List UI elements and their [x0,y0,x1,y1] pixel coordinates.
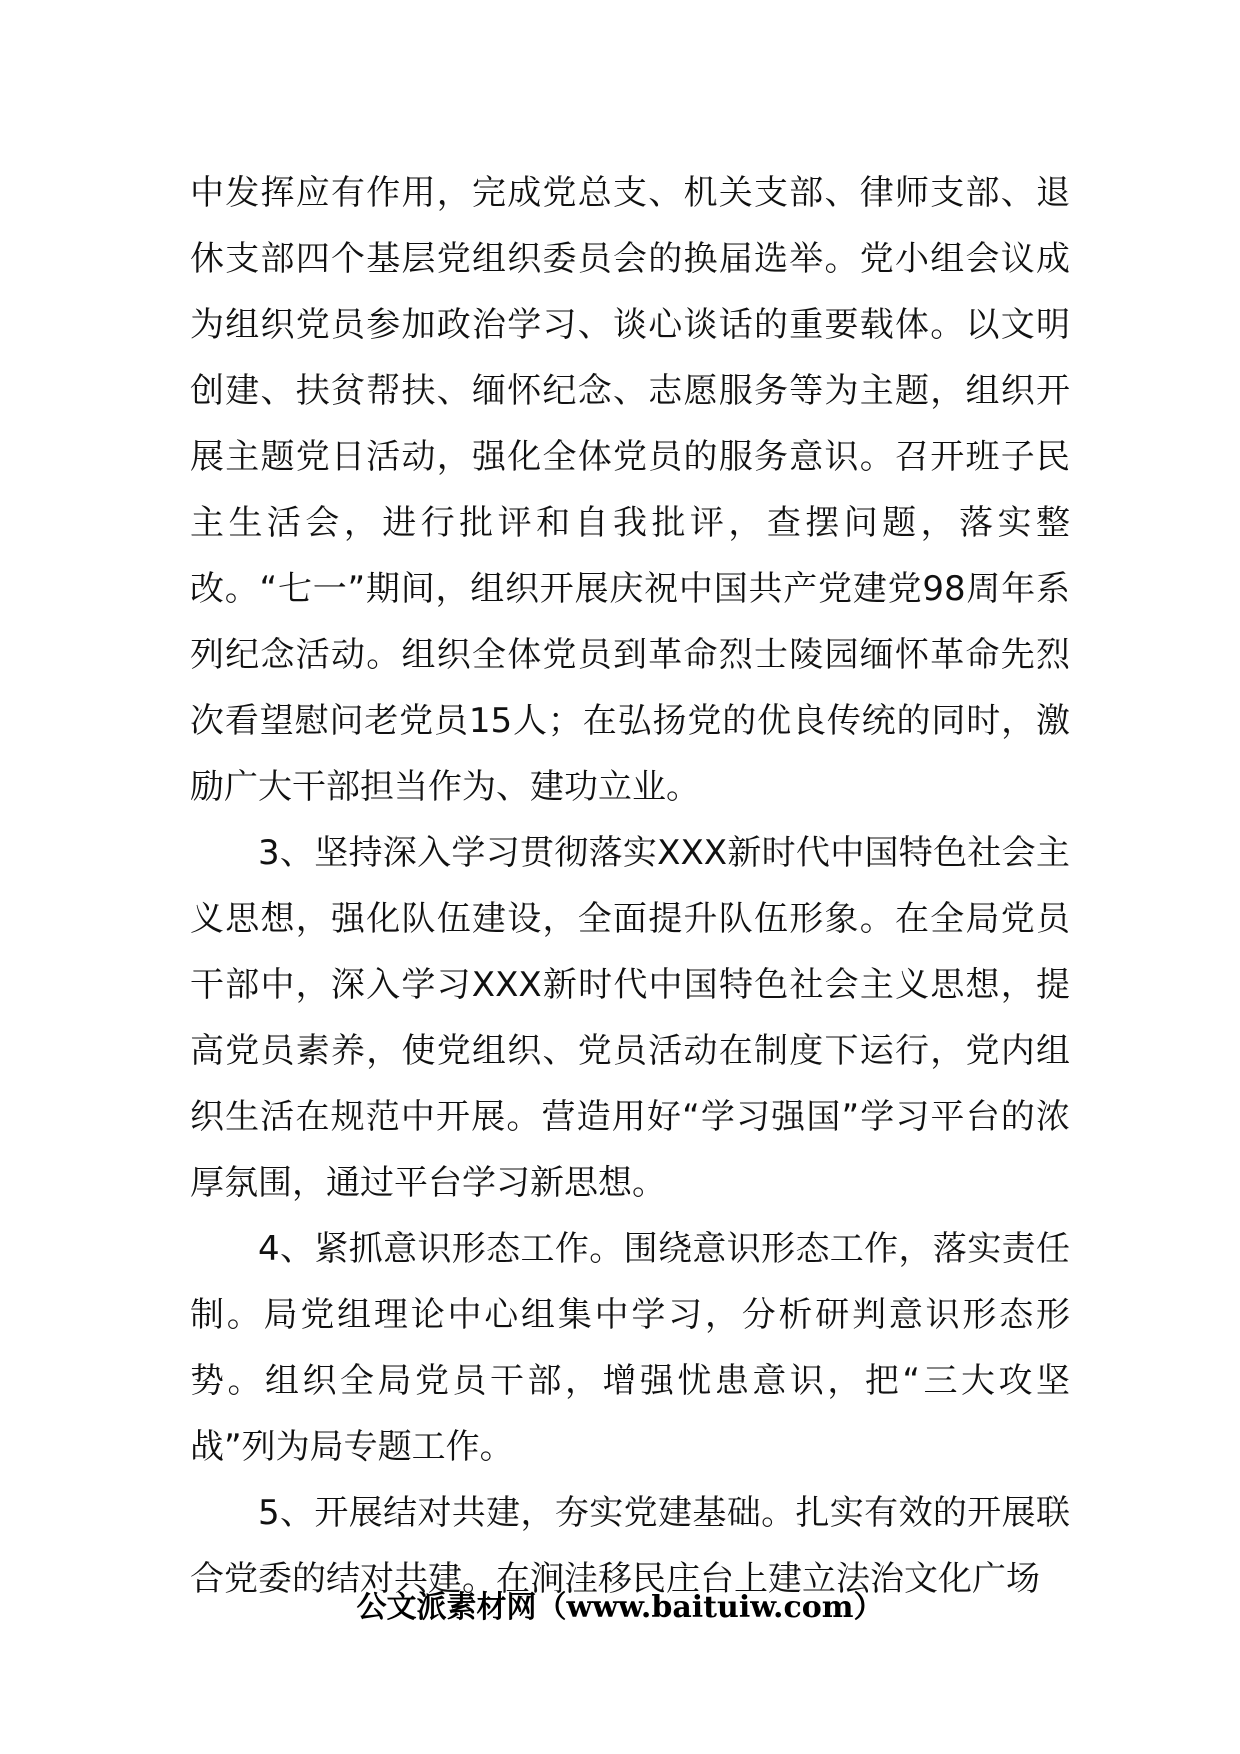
watermark-footer: 公文派素材网（www.baituiw.com） [356,1590,884,1625]
document-body [190,160,1070,1612]
paragraph-item-3: 3、坚持深入学习贯彻落实XXX新时代中国特色社会主义思想，强化队伍建设，全面提升队伍形象。在全局党员干部中，深入学习XXX新时代中国特色社会主义思想，提高党员素养，使党组织、党员活动在制度下运行，党内组织生活在规范中开展。营造用好“学习强国”学习平台的浓厚氛围，通过平台学习新思想。 [190,833,1070,1203]
paragraph-item-5: 5、开展结对共建，夯实党建基础。扎实有效的开展联合党委的结对共建。在涧洼移民庄台上建立法治文化广场 [190,1493,1070,1599]
paragraph-continuation: 中发挥应有作用，完成党总支、机关支部、律师支部、退休支部四个基层党组织委员会的换届选举。党小组会议成为组织党员参加政治学习、谈心谈话的重要载体。以文明创建、扶贫帮扶、缅怀纪念、志愿服务等为主题，组织开展主题党日活动，强化全体党员的服务意识。召开班子民主生活会，进行批评和自我批评，查摆问题，落实整改。“七一”期间，组织开展庆祝中国共产党建党98周年系列纪念活动。组织全体党员到革命烈士陵园缅怀革命先烈次看望慰问老党员15人；在弘扬党的优良传统的同时，激励广大干部担当作为、建功立业。 [190,173,1070,807]
paragraph-item-4: 4、紧抓意识形态工作。围绕意识形态工作，落实责任制。局党组理论中心组集中学习，分析研判意识形态形势。组织全局党员干部，增强忧患意识，把“三大攻坚战”列为局专题工作。 [190,1229,1070,1467]
